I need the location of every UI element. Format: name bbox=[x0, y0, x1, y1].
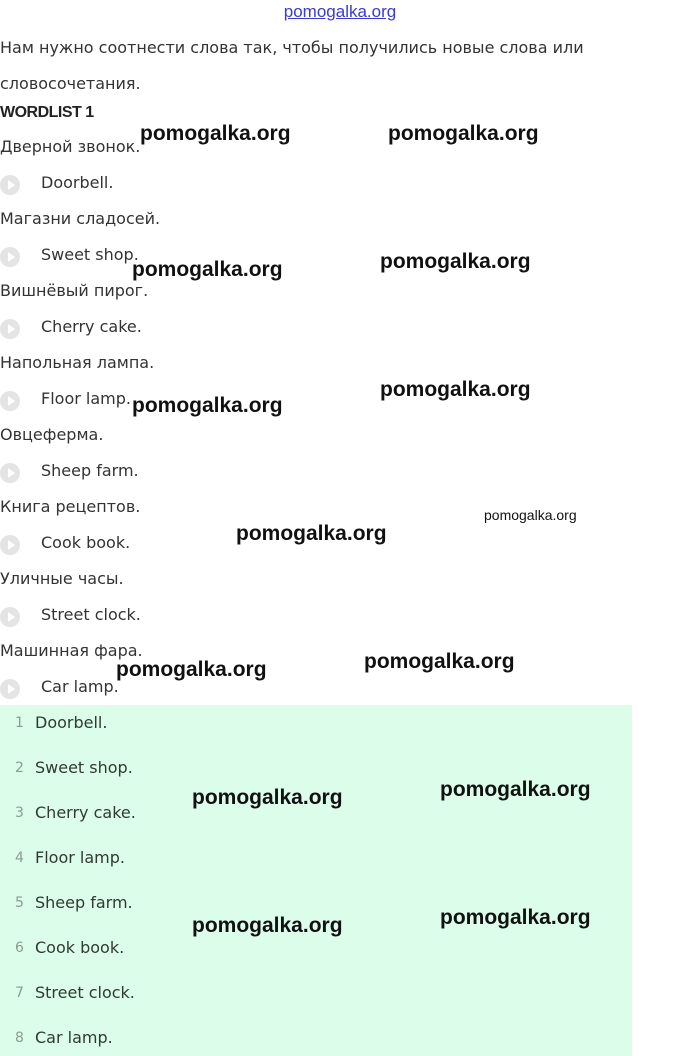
watermark: pomogalka.org bbox=[116, 658, 267, 681]
watermark: pomogalka.org bbox=[192, 914, 343, 937]
item-number: 8 bbox=[15, 1030, 24, 1046]
list-item bbox=[0, 1028, 600, 1052]
site-link[interactable]: pomogalka.org bbox=[283, 2, 397, 21]
english-word: Street clock. bbox=[41, 605, 141, 624]
play-audio-icon[interactable] bbox=[0, 679, 20, 699]
russian-word: Дверной звонок. bbox=[0, 137, 141, 156]
list-item bbox=[0, 713, 600, 737]
watermark: pomogalka.org bbox=[132, 258, 283, 281]
russian-word: Напольная лампа. bbox=[0, 353, 155, 372]
watermark: pomogalka.org bbox=[364, 650, 515, 673]
list-item bbox=[0, 758, 600, 782]
list-item bbox=[0, 938, 600, 962]
play-audio-icon[interactable] bbox=[0, 535, 20, 555]
item-text: Street clock. bbox=[35, 983, 135, 1002]
watermark: pomogalka.org bbox=[380, 378, 531, 401]
item-text: Sweet shop. bbox=[35, 758, 133, 777]
item-number: 1 bbox=[15, 715, 24, 731]
russian-word: Магазни сладосей. bbox=[0, 209, 161, 228]
english-word: Floor lamp. bbox=[41, 389, 131, 408]
watermark: pomogalka.org bbox=[132, 394, 283, 417]
item-number: 4 bbox=[15, 850, 24, 866]
play-audio-icon[interactable] bbox=[0, 319, 20, 339]
russian-word: Вишнёвый пирог. bbox=[0, 281, 149, 300]
play-audio-icon[interactable] bbox=[0, 463, 20, 483]
english-word: Sweet shop. bbox=[41, 245, 139, 264]
russian-word: Книга рецептов. bbox=[0, 497, 141, 516]
watermark: pomogalka.org bbox=[484, 507, 577, 523]
english-word: Doorbell. bbox=[41, 173, 114, 192]
item-number: 7 bbox=[15, 985, 24, 1001]
english-word: Sheep farm. bbox=[41, 461, 139, 480]
english-word: Car lamp. bbox=[41, 677, 119, 696]
play-audio-icon[interactable] bbox=[0, 247, 20, 267]
item-number: 5 bbox=[15, 895, 24, 911]
play-audio-icon[interactable] bbox=[0, 391, 20, 411]
play-audio-icon[interactable] bbox=[0, 175, 20, 195]
watermark: pomogalka.org bbox=[140, 122, 291, 145]
russian-word: Овцеферма. bbox=[0, 425, 104, 444]
russian-word: Машинная фара. bbox=[0, 641, 143, 660]
watermark: pomogalka.org bbox=[440, 906, 591, 929]
item-text: Floor lamp. bbox=[35, 848, 125, 867]
russian-word: Уличные часы. bbox=[0, 569, 124, 588]
item-number: 6 bbox=[15, 940, 24, 956]
item-text: Cook book. bbox=[35, 938, 125, 957]
intro-text: Нам нужно соотнести слова так, чтобы получились новые слова или словосочетания. bbox=[0, 38, 584, 93]
watermark: pomogalka.org bbox=[388, 122, 539, 145]
list-item bbox=[0, 983, 600, 1007]
list-item bbox=[0, 803, 600, 827]
watermark: pomogalka.org bbox=[192, 786, 343, 809]
list-item bbox=[0, 893, 600, 917]
answer-list bbox=[0, 705, 632, 1056]
watermark: pomogalka.org bbox=[440, 778, 591, 801]
english-word: Cook book. bbox=[41, 533, 131, 552]
item-number: 2 bbox=[15, 760, 24, 776]
item-text: Sheep farm. bbox=[35, 893, 133, 912]
item-text: Cherry cake. bbox=[35, 803, 136, 822]
item-text: Car lamp. bbox=[35, 1028, 113, 1047]
watermark: pomogalka.org bbox=[236, 522, 387, 545]
play-audio-icon[interactable] bbox=[0, 607, 20, 627]
item-number: 3 bbox=[15, 805, 24, 821]
english-word: Cherry cake. bbox=[41, 317, 142, 336]
list-item bbox=[0, 848, 600, 872]
watermark: pomogalka.org bbox=[380, 250, 531, 273]
wordlist-title: WORDLIST 1 bbox=[0, 104, 94, 121]
item-text: Doorbell. bbox=[35, 713, 108, 732]
